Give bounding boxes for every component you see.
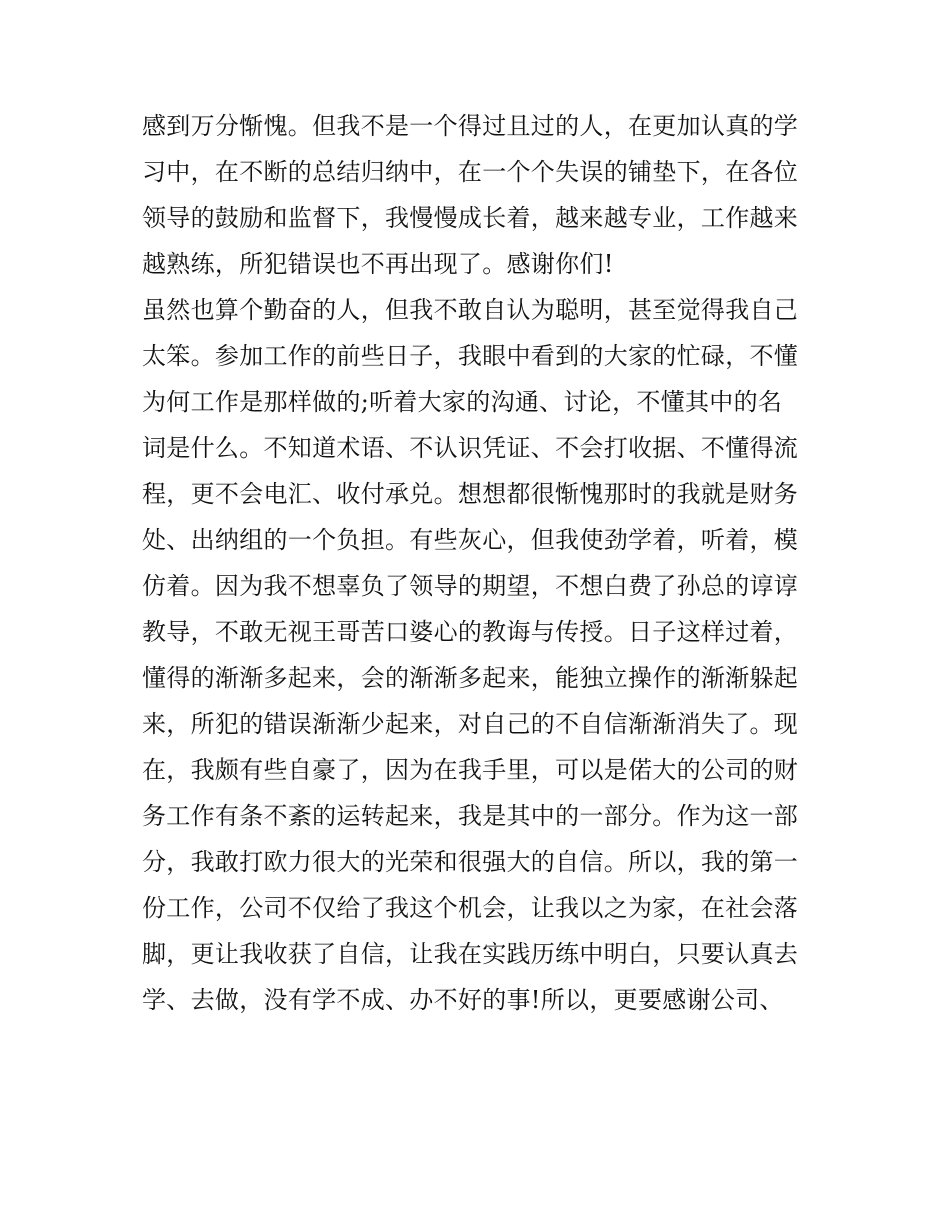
text-line: 越熟练，所犯错误也不再出现了。感谢你们! (142, 250, 614, 278)
text-line: 领导的鼓励和监督下，我慢慢成长着，越来越专业，工作越来 (142, 204, 799, 232)
text-line: 学、去做，没有学不成、办不好的事!所以，更要感谢公司、 (142, 986, 784, 1014)
text-line: 懂得的渐渐多起来，会的渐渐多起来，能独立操作的渐渐躲起 (142, 664, 799, 692)
text-line: 仿着。因为我不想辜负了领导的期望，不想白费了孙总的谆谆 (142, 572, 799, 600)
text-line: 虽然也算个勤奋的人，但我不敢自认为聪明，甚至觉得我自己 (142, 296, 799, 324)
text-line: 来，所犯的错误渐渐少起来，对自己的不自信渐渐消失了。现 (142, 710, 799, 738)
text-line: 习中，在不断的总结归纳中，在一个个失误的铺垫下，在各位 (142, 158, 799, 186)
text-line: 处、出纳组的一个负担。有些灰心，但我使劲学着，听着，模 (142, 526, 799, 554)
text-line: 程，更不会电汇、收付承兑。想想都很惭愧那时的我就是财务 (142, 480, 799, 508)
text-line: 太笨。参加工作的前些日子，我眼中看到的大家的忙碌，不懂 (142, 342, 799, 370)
text-line: 词是什么。不知道术语、不认识凭证、不会打收据、不懂得流 (142, 434, 799, 462)
text-line: 教导，不敢无视王哥苦口婆心的教诲与传授。日子这样过着， (142, 618, 799, 646)
text-line: 份工作，公司不仅给了我这个机会，让我以之为家，在社会落 (142, 894, 799, 922)
text-line: 脚，更让我收获了自信，让我在实践历练中明白，只要认真去 (142, 940, 799, 968)
text-line: 为何工作是那样做的;听着大家的沟通、讨论，不懂其中的名 (142, 388, 783, 416)
text-line: 在，我颇有些自豪了，因为在我手里，可以是偌大的公司的财 (142, 756, 799, 784)
text-line: 务工作有条不紊的运转起来，我是其中的一部分。作为这一部 (142, 802, 799, 830)
text-line: 分，我敢打欧力很大的光荣和很强大的自信。所以，我的第一 (142, 848, 799, 876)
text-line: 感到万分惭愧。但我不是一个得过且过的人，在更加认真的学 (142, 112, 799, 140)
